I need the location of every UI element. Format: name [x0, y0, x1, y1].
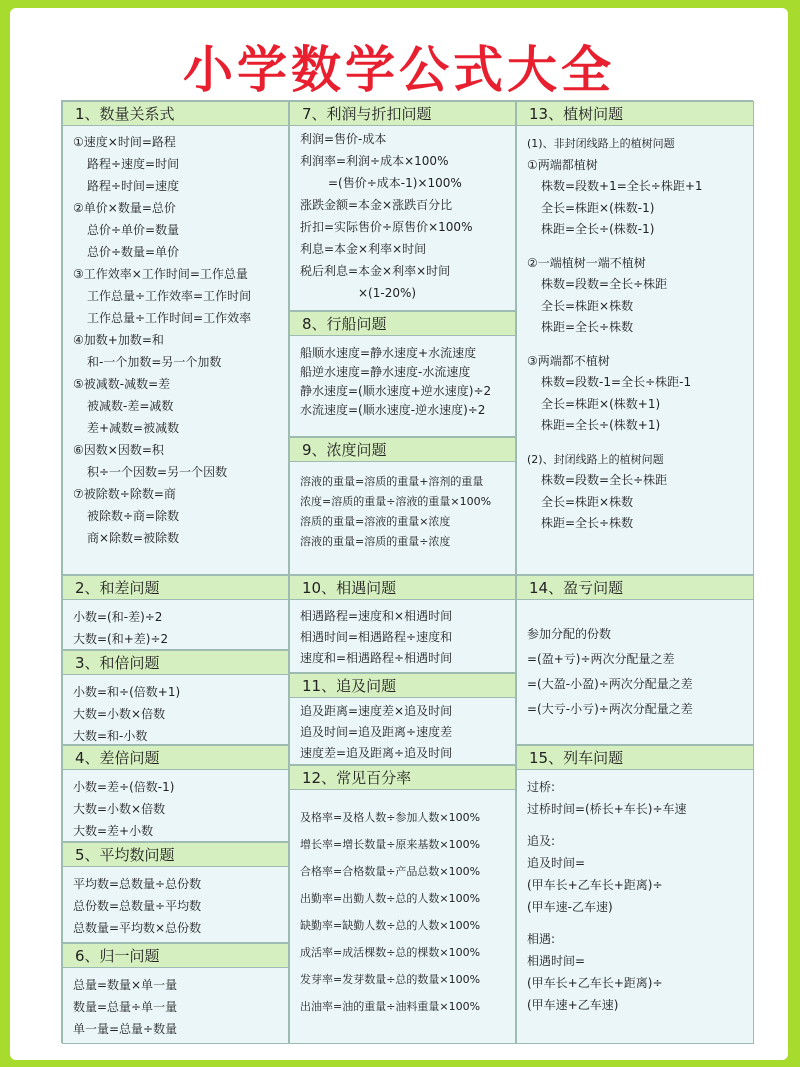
formula-line: 相遇时间=相遇路程÷速度和	[300, 630, 453, 644]
formula-line: 大数=小数×倍数	[73, 707, 166, 721]
section-1	[62, 101, 289, 575]
formula-line: 全长=株距×(株数+1)	[541, 396, 661, 411]
section-8	[289, 311, 516, 437]
formula-line: 株距=全长÷(株数-1)	[541, 222, 655, 236]
formula-line: 出油率=油的重量÷油料重量×100%	[300, 1000, 481, 1013]
page-title: 小学数学公式大全	[183, 41, 615, 99]
formula-line: ③工作效率×工作时间=工作总量	[73, 267, 248, 281]
formula-line: 静水速度=(顺水速度+逆水速度)÷2	[300, 384, 492, 398]
formula-line: 平均数=总数量÷总份数	[73, 877, 202, 891]
formula-line: 及格率=及格人数÷参加人数×100%	[300, 811, 481, 824]
section-13	[516, 101, 754, 575]
formula-line: ②单价×数量=总价	[73, 201, 176, 215]
formula-line: 过桥:	[527, 780, 556, 794]
formula-line: 全长=株距×株数	[541, 494, 634, 509]
formula-line: ×(1-20%)	[358, 286, 417, 300]
formula-line: 商×除数=被除数	[87, 531, 180, 545]
formula-line: ⑤被减数-减数=差	[73, 377, 171, 391]
formula-line: 小数=和÷(倍数+1)	[73, 685, 181, 699]
formula-line: (2)、封闭线路上的植树问题	[527, 452, 664, 466]
formula-line: 溶质的重量=溶液的重量×浓度	[300, 515, 451, 528]
formula-line: 折扣=实际售价÷原售价×100%	[300, 220, 473, 234]
formula-line: 株数=段数-1=全长÷株距-1	[541, 375, 692, 389]
spacer	[527, 241, 753, 253]
section-6-heading: 6、归一问题	[63, 944, 288, 968]
formula-line: ⑦被除数÷除数=商	[73, 487, 176, 501]
section-9-heading: 9、浓度问题	[290, 438, 515, 462]
section-12	[289, 765, 516, 1044]
section-4-heading: 4、差倍问题	[63, 746, 288, 770]
formula-line: 出勤率=出勤人数÷总的人数×100%	[300, 892, 481, 905]
section-5	[62, 842, 289, 943]
formula-line: 利润=售价-成本	[300, 132, 387, 146]
formula-line: 溶液的重量=溶质的重量÷浓度	[300, 535, 451, 548]
formula-line: 总价÷数量=单价	[87, 245, 180, 259]
section-2-heading: 2、和差问题	[63, 576, 288, 600]
section-11-heading: 11、追及问题	[290, 674, 515, 698]
formula-line: 船逆水速度=静水速度-水流速度	[300, 365, 471, 379]
section-15-heading: 15、列车问题	[517, 746, 753, 770]
formula-line: 参加分配的份数	[527, 627, 612, 641]
formula-line: 大数=和-小数	[73, 729, 148, 743]
formula-line: ③两端都不植树	[527, 353, 610, 368]
spacer	[527, 339, 753, 351]
formula-line: 工作总量÷工作效率=工作时间	[87, 289, 252, 303]
formula-line: ②一端植树一端不植树	[527, 255, 646, 270]
section-3	[62, 650, 289, 745]
formula-line: (甲车速-乙车速)	[527, 900, 613, 914]
section-10	[289, 575, 516, 673]
formula-line: 追及时间=追及距离÷速度差	[300, 725, 453, 739]
formula-line: 成活率=成活棵数÷总的棵数×100%	[300, 946, 481, 959]
formula-line: 差+减数=被减数	[87, 421, 180, 435]
formula-line: 小数=(和-差)÷2	[73, 610, 163, 624]
section-14-heading: 14、盈亏问题	[517, 576, 753, 600]
section-10-heading: 10、相遇问题	[290, 576, 515, 600]
formula-line: 株距=全长÷株数	[541, 516, 634, 530]
formula-line: 单一量=总量÷数量	[73, 1022, 178, 1036]
section-13-heading: 13、植树问题	[517, 102, 753, 126]
formula-line: 增长率=增长数量÷原来基数×100%	[300, 838, 481, 851]
formula-line: 数量=总量÷单一量	[73, 1000, 178, 1014]
formula-line: ①速度×时间=路程	[73, 135, 176, 149]
formula-line: 税后利息=本金×利率×时间	[300, 264, 451, 278]
formula-line: 大数=(和+差)÷2	[73, 632, 169, 646]
formula-line: 相遇:	[527, 932, 556, 946]
formula-line: (甲车长+乙车长+距离)÷	[527, 976, 663, 990]
spacer	[527, 918, 753, 928]
formula-line: =(大亏-小亏)÷两次分配量之差	[527, 702, 693, 716]
section-4	[62, 745, 289, 842]
formula-line: 总价÷单价=数量	[87, 223, 180, 237]
section-2	[62, 575, 289, 650]
formula-line: ①两端都植树	[527, 157, 598, 172]
section-14	[516, 575, 754, 745]
formula-line: =(售价÷成本-1)×100%	[328, 176, 462, 190]
formula-grid	[61, 100, 753, 1043]
formula-line: 水流速度=(顺水速度-逆水速度)÷2	[300, 403, 486, 417]
formula-line: (甲车速+乙车速)	[527, 998, 619, 1012]
formula-line: 利润率=利润÷成本×100%	[300, 154, 449, 168]
section-15	[516, 745, 754, 1044]
formula-line: 株数=段数=全长÷株距	[541, 473, 668, 487]
formula-line: 溶液的重量=溶质的重量+溶剂的重量	[300, 475, 484, 488]
formula-line: 工作总量÷工作时间=工作效率	[87, 311, 252, 325]
formula-line: 小数=差÷(倍数-1)	[73, 780, 175, 794]
spacer	[527, 437, 753, 449]
formula-line: 速度差=追及距离÷追及时间	[300, 746, 453, 760]
formula-line: 船顺水速度=静水速度+水流速度	[300, 346, 477, 360]
formula-line: 大数=小数×倍数	[73, 802, 166, 816]
formula-line: 相遇路程=速度和×相遇时间	[300, 609, 453, 623]
formula-line: ④加数+加数=和	[73, 333, 164, 347]
formula-line: (甲车长+乙车长+距离)÷	[527, 878, 663, 892]
formula-line: 浓度=溶质的重量÷溶液的重量×100%	[300, 495, 492, 508]
section-1-heading: 1、数量关系式	[63, 102, 288, 126]
section-7	[289, 101, 516, 311]
formula-line: (1)、非封闭线路上的植树问题	[527, 137, 675, 150]
section-11	[289, 673, 516, 765]
formula-line: 涨跌金额=本金×涨跌百分比	[300, 198, 453, 212]
formula-line: 过桥时间=(桥长+车长)÷车速	[527, 802, 687, 816]
section-7-heading: 7、利润与折扣问题	[290, 102, 515, 126]
formula-line: 大数=差+小数	[73, 824, 154, 838]
spacer	[527, 820, 753, 830]
formula-line: 被减数-差=减数	[87, 399, 174, 413]
formula-line: 追及时间=	[527, 856, 586, 870]
formula-line: 株数=段数=全长÷株距	[541, 277, 668, 291]
formula-line: 总份数=总数量÷平均数	[73, 899, 202, 913]
formula-line: 被除数÷商=除数	[87, 509, 180, 523]
formula-line: 总数量=平均数×总份数	[73, 921, 202, 935]
formula-line: 合格率=合格数量÷产品总数×100%	[300, 865, 481, 878]
formula-line: 缺勤率=缺勤人数÷总的人数×100%	[300, 919, 481, 932]
formula-line: 全长=株距×(株数-1)	[541, 200, 655, 215]
poster	[10, 8, 788, 1060]
formula-line: 株距=全长÷株数	[541, 320, 634, 334]
section-5-heading: 5、平均数问题	[63, 843, 288, 867]
formula-line: 追及距离=速度差×追及时间	[300, 704, 453, 718]
formula-line: 株距=全长÷(株数+1)	[541, 418, 661, 432]
formula-line: 全长=株距×株数	[541, 298, 634, 313]
formula-line: 速度和=相遇路程÷相遇时间	[300, 651, 453, 665]
formula-line: 发芽率=发芽数量÷总的数量×100%	[300, 973, 481, 986]
section-6	[62, 943, 289, 1044]
formula-line: 总量=数量×单一量	[73, 978, 178, 992]
formula-line: ⑥因数×因数=积	[73, 443, 164, 457]
formula-line: =(大盈-小盈)÷两次分配量之差	[527, 677, 693, 691]
formula-line: 和-一个加数=另一个加数	[87, 355, 222, 369]
formula-line: =(盈+亏)÷两次分配量之差	[527, 652, 675, 666]
section-9	[289, 437, 516, 575]
formula-line: 追及:	[527, 834, 556, 848]
section-8-heading: 8、行船问题	[290, 312, 515, 336]
formula-line: 积÷一个因数=另一个因数	[87, 465, 228, 479]
formula-line: 利息=本金×利率×时间	[300, 242, 427, 256]
formula-line: 路程÷速度=时间	[87, 157, 180, 171]
section-12-heading: 12、常见百分率	[290, 766, 515, 790]
formula-line: 相遇时间=	[527, 954, 586, 968]
formula-line: 路程÷时间=速度	[87, 179, 180, 193]
formula-line: 株数=段数+1=全长÷株距+1	[541, 179, 703, 193]
section-3-heading: 3、和倍问题	[63, 651, 288, 675]
